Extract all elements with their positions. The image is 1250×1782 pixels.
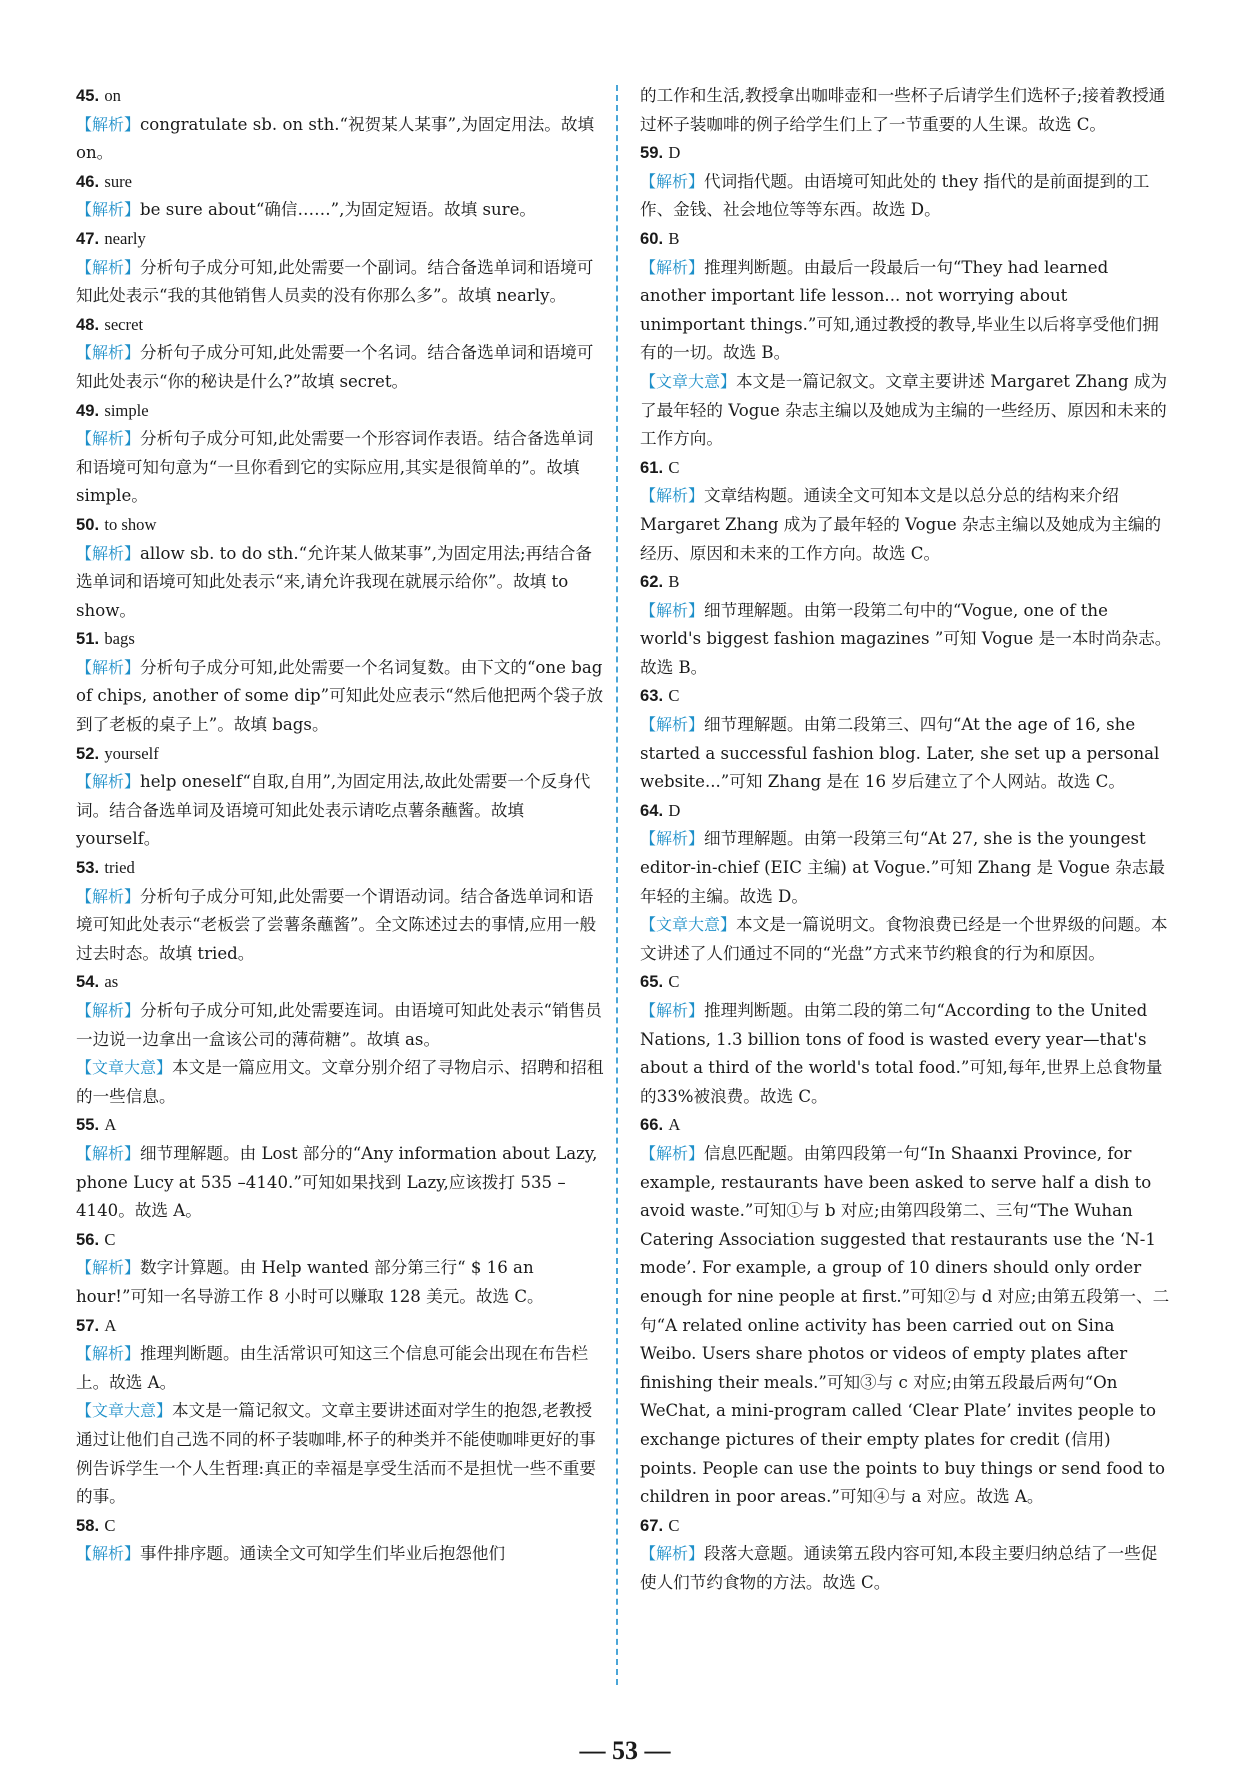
explanation-text: 分析句子成分可知,此处需要一个形容词作表语。结合备选单词和语境可知句意为“一旦你看到它的实际应用,其实是很简单的”。故填 simple。 [76,429,594,506]
answer-line [76,740,608,769]
continued-text: 的工作和生活,教授拿出咖啡壶和一些杯子后请学生们选杯子;接着教授通过杯子装咖啡的例子给学生们上了一节重要的人生课。故选 C。 [640,86,1166,134]
explanation [76,1254,608,1311]
explanation-tag: 【解析】 [640,171,705,191]
question-number: 51. [76,629,100,649]
summary-tag: 【文章大意】 [640,915,737,935]
page-number: — 53 — [579,1736,671,1765]
question-number: 65. [640,972,664,992]
question-number: 64. [640,800,664,820]
answer-line [76,225,608,254]
explanation [640,254,1172,368]
question-number: 62. [640,572,664,592]
answer-line [640,797,1172,826]
summary-tag: 【文章大意】 [640,371,737,391]
explanation [640,825,1172,911]
answer-value: tried [104,858,135,878]
answer-line [640,139,1172,168]
answer-value: on [104,86,121,105]
explanation [640,168,1172,225]
explanation [76,254,608,311]
explanation-tag: 【解析】 [76,1544,141,1564]
right-column [640,82,1172,1597]
explanation-text: 推理判断题。由第二段的第二句“According to the United Nations, 1.3 billion tons of food is wasted every year—that's about a third of the world's total food.”可知,每年,世界上总食物量的33%被浪费。故选 C。 [640,1001,1163,1106]
explanation-tag: 【解析】 [76,772,141,792]
answer-line [76,397,608,426]
question-number: 58. [76,1515,100,1535]
answer-line [640,1111,1172,1140]
question-number: 46. [76,171,100,191]
explanation-tag: 【解析】 [640,1143,705,1163]
question-number: 45. [76,86,100,105]
explanation [76,425,608,511]
answer-line [76,1512,608,1541]
question-number: 49. [76,400,100,420]
answer-line [640,968,1172,997]
summary-text: 本文是一篇应用文。文章分别介绍了寻物启示、招聘和招租的一些信息。 [76,1058,604,1106]
explanation-text: 细节理解题。由第一段第二句中的“Vogue, one of the world's biggest fashion magazines ”可知 Vogue 是一本时尚杂志。故选 B。 [640,600,1172,677]
question-number: 63. [640,686,664,706]
explanation [640,482,1172,568]
explanation [76,997,608,1054]
explanation-text: 分析句子成分可知,此处需要一个名词。结合备选单词和语境可知此处表示“你的秘诀是什么?”故填 secret。 [76,343,594,391]
answer-line [76,625,608,654]
answer-value: as [104,972,119,992]
answer-line [640,568,1172,597]
answer-value: C [104,1515,116,1535]
explanation [640,997,1172,1111]
column-divider [616,85,618,1685]
answer-value: C [668,457,680,477]
summary-text: 本文是一篇记叙文。文章主要讲述 Margaret Zhang 成为了最年轻的 Vogue 杂志主编以及她成为主编的一些经历、原因和未来的工作方向。 [640,371,1168,449]
question-number: 56. [76,1229,100,1249]
explanation [76,339,608,396]
question-number: 54. [76,972,100,992]
answer-line [76,854,608,883]
answer-value: to show [104,514,157,534]
answer-line [640,1512,1172,1541]
question-number: 52. [76,743,100,763]
explanation-tag: 【解析】 [640,715,705,735]
explanation-tag: 【解析】 [76,1001,141,1020]
explanation [76,883,608,969]
answer-value: D [668,800,681,820]
explanation [76,1340,608,1397]
answer-line [76,968,608,997]
article-summary [640,911,1172,968]
article-summary [76,1397,608,1511]
article-summary [640,368,1172,454]
question-number: 59. [640,143,664,163]
answer-value: B [668,572,680,592]
left-column [76,82,608,1569]
explanation-tag: 【解析】 [76,114,141,134]
answer-value: A [104,1315,117,1335]
answer-line [76,1312,608,1341]
explanation-tag: 【解析】 [76,886,141,906]
explanation-text: 数字计算题。由 Help wanted 部分第三行“ $ 16 an hour!”可知一名导游工作 8 小时可以赚取 128 美元。故选 C。 [76,1258,544,1306]
summary-text: 本文是一篇说明文。食物浪费已经是一个世界级的问题。本文讲述了人们通过不同的“光盘”方式来节约粮食的行为和原因。 [640,915,1168,963]
explanation-text: help oneself“自取,自用”,为固定用法,故此处需要一个反身代词。结合备选单词及语境可知此处表示请吃点薯条蘸酱。故填 yourself。 [76,772,591,849]
explanation [640,1140,1172,1512]
answer-value: A [668,1115,681,1135]
explanation-text: 分析句子成分可知,此处需要一个名词复数。由下文的“one bag of chips, another of some dip”可知此处应表示“然后他把两个袋子放到了老板的桌子上”。故填 bags。 [76,657,604,735]
explanation-text: 细节理解题。由 Lost 部分的“Any information about Lazy, phone Lucy at 535 –4140.”可知如果找到 Lazy,应该拨打 535 –4140。故选 A。 [76,1143,598,1221]
answer-line [640,682,1172,711]
question-number: 67. [640,1515,664,1535]
explanation [76,1140,608,1226]
answer-value: nearly [104,228,146,248]
explanation-tag: 【解析】 [76,657,141,677]
explanation [76,196,608,225]
explanation [76,540,608,626]
answer-value: C [668,686,680,706]
explanation-tag: 【解析】 [640,600,705,620]
question-number: 53. [76,858,100,878]
question-number: 50. [76,514,100,534]
explanation-text: 细节理解题。由第二段第三、四句“At the age of 16, she started a successful fashion blog. Later, she set up a personal website...”可知 Zhang 是在 16 岁后建立了个人网站。故选 C。 [640,715,1160,792]
explanation-tag: 【解析】 [640,486,705,506]
explanation-tag: 【解析】 [76,200,141,220]
explanation-text: 事件排序题。通读全文可知学生们毕业后抱怨他们 [140,1544,506,1564]
explanation-text: 文章结构题。通读全文可知本文是以总分总的结构来介绍 Margaret Zhang 成为了最年轻的 Vogue 杂志主编以及她成为主编的经历、原因和未来的工作方向。故选 C。 [640,486,1162,563]
explanation [76,1540,608,1569]
summary-tag: 【文章大意】 [76,1401,173,1421]
answer-value: C [668,1515,680,1535]
question-number: 47. [76,228,100,248]
answer-value: C [668,972,680,992]
explanation-text: 分析句子成分可知,此处需要一个谓语动词。结合备选单词和语境可知此处表示“老板尝了尝薯条蘸酱”。全文陈述过去的事情,应用一般过去时态。故填 tried。 [76,886,597,963]
explanation-text: 推理判断题。由生活常识可知这三个信息可能会出现在布告栏上。故选 A。 [76,1344,589,1392]
answer-line [76,82,608,111]
explanation-tag: 【解析】 [640,257,705,277]
explanation [76,654,608,740]
explanation-text: 推理判断题。由最后一段最后一句“They had learned another important life lesson... not worrying about unimportant things.”可知,通过教授的教导,毕业生以后将享受他们拥有的一切。故选 B。 [640,257,1159,363]
explanation-text: 段落大意题。通读第五段内容可知,本段主要归纳总结了一些促使人们节约食物的方法。故选 C。 [640,1544,1158,1592]
article-summary [76,1054,608,1111]
answer-value: D [668,143,681,163]
explanation-text: 分析句子成分可知,此处需要连词。由语境可知此处表示“销售员一边说一边拿出一盒该公司的薄荷糖”。故填 as。 [76,1001,602,1049]
explanation [640,711,1172,797]
explanation-text: 代词指代题。由语境可知此处的 they 指代的是前面提到的工作、金钱、社会地位等等东西。故选 D。 [640,171,1150,220]
explanation-text: be sure about“确信……”,为固定短语。故填 sure。 [140,200,537,220]
summary-text: 本文是一篇记叙文。文章主要讲述面对学生的抱怨,老教授通过让他们自己选不同的杯子装咖啡,杯子的种类并不能使咖啡更好的事例告诉学生一个人生哲理:真正的幸福是享受生活而不是担忧一些不重要的事。 [76,1401,596,1507]
explanation-text: 细节理解题。由第一段第三句“At 27, she is the youngest editor-in-chief (EIC 主编) at Vogue.”可知 Zhang 是 Vogue 杂志最年轻的主编。故选 D。 [640,829,1165,906]
explanation-text: congratulate sb. on sth.“祝贺某人某事”,为固定用法。故填 on。 [76,114,595,163]
explanation-text: 信息匹配题。由第四段第一句“In Shaanxi Province, for example, restaurants have been asked to serve half a dish to avoid waste.”可知①与 b 对应;由第四段第二、三句“The Wuhan Catering Association suggested that restaurants use the ‘N-1 mode’. For example, a group of 10 diners should only order enough for nine people at first.”可知②与 d 对应;由第五段第一、二句“A related online activity has been carried out on Sina Weibo. Users share photos or videos of empty plates after finishing their meals.”可知③与 c 对应;由第五段最后两句“On WeChat, a mini-program called ‘Clear Plate’ invites people to exchange pictures of their empty plates for credit (信用) points. People can use the points to buy things or send food to children in poor areas.”可知④与 a 对应。故选 A。 [640,1143,1170,1507]
explanation-tag: 【解析】 [640,1001,705,1020]
answer-line [76,168,608,197]
question-number: 66. [640,1115,664,1135]
answer-line [76,511,608,540]
explanation-tag: 【解析】 [76,429,141,449]
question-number: 48. [76,314,100,334]
answer-value: yourself [104,743,159,763]
explanation-tag: 【解析】 [76,1143,141,1163]
answer-line [640,225,1172,254]
explanation [76,768,608,854]
summary-tag: 【文章大意】 [76,1058,173,1078]
answer-value: C [104,1229,116,1249]
explanation-tag: 【解析】 [640,1544,705,1564]
question-number: 57. [76,1315,100,1335]
answer-value: sure [104,171,133,191]
answer-value: secret [104,314,144,334]
explanation-text: 分析句子成分可知,此处需要一个副词。结合备选单词和语境可知此处表示“我的其他销售人员卖的没有你那么多”。故填 nearly。 [76,257,594,306]
answer-value: simple [104,400,149,420]
answer-value: A [104,1115,117,1135]
explanation-tag: 【解析】 [76,543,141,563]
explanation-tag: 【解析】 [76,1344,141,1364]
answer-line [76,1111,608,1140]
explanation [640,597,1172,683]
question-number: 61. [640,457,664,477]
answer-line [76,311,608,340]
explanation-text: allow sb. to do sth.“允许某人做某事”,为固定用法;再结合备选单词和语境可知此处表示“来,请允许我现在就展示给你”。故填 to show。 [76,543,592,620]
question-number: 55. [76,1115,100,1135]
answer-value: B [668,228,680,248]
explanation [640,1540,1172,1597]
explanation-tag: 【解析】 [76,257,141,277]
answer-value: bags [104,629,135,649]
answer-line [76,1226,608,1255]
answer-line [640,454,1172,483]
question-number: 60. [640,228,664,248]
explanation-tag: 【解析】 [76,343,141,363]
explanation [76,111,608,168]
explanation-tag: 【解析】 [76,1258,141,1278]
explanation-tag: 【解析】 [640,829,705,849]
